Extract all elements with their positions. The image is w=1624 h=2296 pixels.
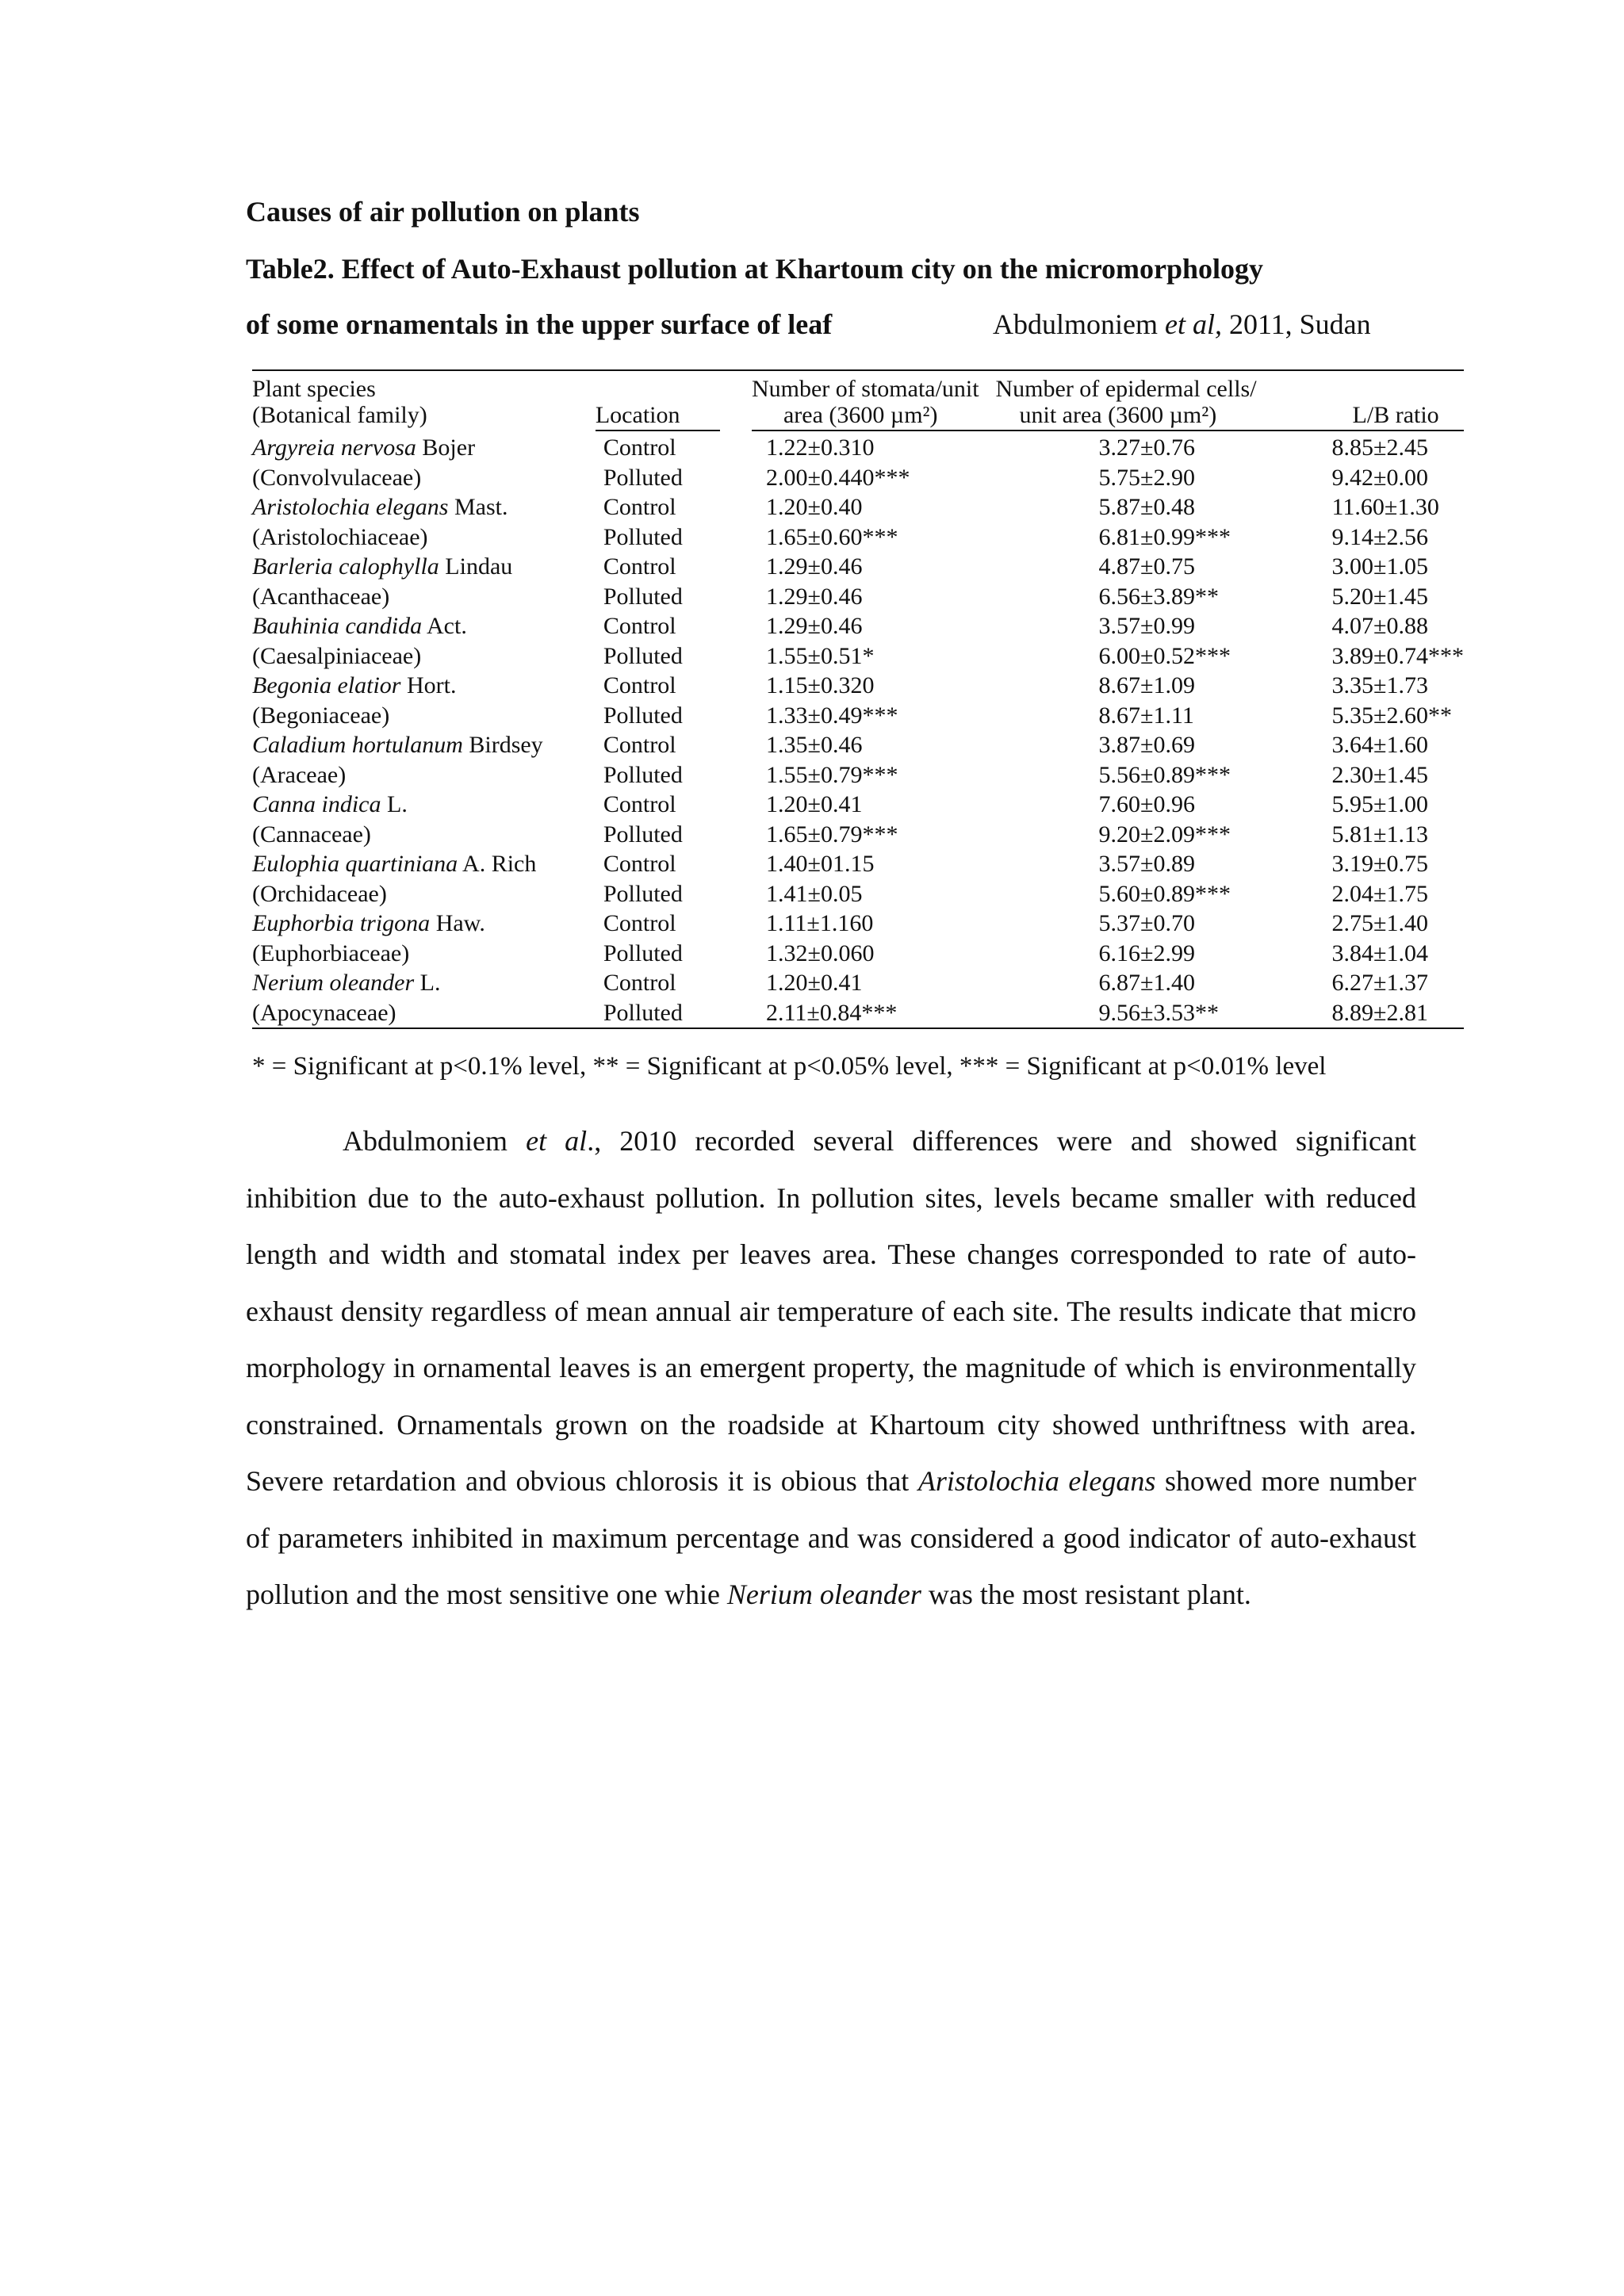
cell-plant-species <box>252 730 596 760</box>
table-row <box>252 998 1464 1029</box>
cell-stomata: 1.29±0.46 <box>765 583 863 610</box>
section-title: Causes of air pollution on plants <box>246 196 640 228</box>
species-name: Canna indica <box>252 791 381 817</box>
botanical-family: (Begoniaceae) <box>252 702 390 729</box>
cell-epidermal: 3.87±0.69 <box>1098 732 1195 758</box>
table-row <box>252 611 1464 641</box>
cell-epidermal: 4.87±0.75 <box>1098 553 1195 580</box>
species-name: Aristolochia elegans <box>252 494 449 520</box>
botanical-family: (Caesalpiniaceae) <box>252 642 422 669</box>
botanical-family: (Convolvulaceae) <box>252 464 422 491</box>
cell-plant-species <box>252 820 596 850</box>
cell-location: Polluted <box>603 821 683 848</box>
table-row <box>252 433 1464 463</box>
cell-stomata: 1.55±0.79*** <box>765 761 898 788</box>
cell-stomata: 1.29±0.46 <box>765 613 863 639</box>
cell-location: Polluted <box>603 761 683 788</box>
cell-plant-species <box>252 760 596 790</box>
table-row <box>252 879 1464 909</box>
cell-location: Polluted <box>603 583 683 610</box>
cell-epidermal: 9.20±2.09*** <box>1098 821 1231 848</box>
cell-stomata: 1.20±0.40 <box>765 494 863 520</box>
cell-location: Control <box>603 434 676 461</box>
header-location: Location <box>596 370 720 433</box>
cell-epidermal: 7.60±0.96 <box>1098 791 1195 817</box>
species-name: Bauhinia candida <box>252 613 423 639</box>
table-row <box>252 463 1464 493</box>
cell-lb-ratio: 6.27±1.37 <box>1331 970 1428 996</box>
cell-stomata: 1.15±0.320 <box>765 672 875 698</box>
cell-plant-species <box>252 611 596 641</box>
cell-stomata: 1.55±0.51* <box>765 642 875 669</box>
cell-epidermal: 3.57±0.89 <box>1098 851 1195 877</box>
table-row <box>252 760 1464 790</box>
cell-lb-ratio: 5.20±1.45 <box>1331 583 1428 610</box>
table-footnote: * = Significant at p<0.1% level, ** = Significant at p<0.05% level, *** = Significant at p<0.01% level <box>252 1052 1327 1081</box>
cell-location: Polluted <box>603 939 683 966</box>
table-row <box>252 641 1464 672</box>
cell-lb-ratio: 5.81±1.13 <box>1331 821 1428 848</box>
cell-plant-species <box>252 939 596 969</box>
species-author: Hort. <box>400 672 457 698</box>
cell-epidermal: 6.56±3.89** <box>1098 583 1219 610</box>
cell-plant-species <box>252 879 596 909</box>
cell-lb-ratio: 9.14±2.56 <box>1331 523 1428 550</box>
cell-epidermal: 8.67±1.09 <box>1098 672 1195 698</box>
header-lb-ratio: L/B ratio <box>1329 370 1464 433</box>
botanical-family: (Orchidaceae) <box>252 880 387 907</box>
table-caption-line-1: Table2. Effect of Auto-Exhaust pollution at Khartoum city on the micromorphology <box>246 253 1264 285</box>
cell-lb-ratio: 5.95±1.00 <box>1331 791 1428 817</box>
table-body <box>252 433 1464 1028</box>
cell-lb-ratio: 2.30±1.45 <box>1331 761 1428 788</box>
cell-plant-species <box>252 463 596 493</box>
table-row <box>252 522 1464 553</box>
botanical-family: (Acanthaceae) <box>252 583 390 610</box>
header-stomata: Number of stomata/unit area (3600 µm²) <box>720 370 996 433</box>
botanical-family: (Apocynaceae) <box>252 999 396 1026</box>
cell-epidermal: 6.16±2.99 <box>1098 939 1195 966</box>
cell-lb-ratio: 8.85±2.45 <box>1331 434 1428 461</box>
citation-etal: et al, <box>1164 308 1222 340</box>
botanical-family: (Cannaceae) <box>252 821 371 848</box>
botanical-family: (Aristolochiaceae) <box>252 523 428 550</box>
cell-lb-ratio: 9.42±0.00 <box>1331 464 1428 491</box>
table-row <box>252 909 1464 939</box>
cell-plant-species <box>252 849 596 879</box>
cell-lb-ratio: 8.89±2.81 <box>1329 998 1464 1029</box>
table-row <box>252 671 1464 701</box>
cell-stomata: 1.22±0.310 <box>765 434 875 461</box>
header-plant-species: Plant species (Botanical family) <box>252 376 427 428</box>
cell-plant-species <box>252 582 596 612</box>
cell-location: Polluted <box>603 642 683 669</box>
species-name: Eulophia quartiniana <box>252 851 458 877</box>
table-row <box>252 492 1464 522</box>
cell-epidermal: 6.00±0.52*** <box>1098 642 1231 669</box>
cell-lb-ratio: 2.75±1.40 <box>1331 910 1428 936</box>
body-paragraph: Abdulmoniem et al., 2010 recorded several differences were and showed significant inhibition due to the auto-exhaust pollution. In pollution sites, levels became smaller with reduced length and width and stomatal index per leaves area. These changes corresponded to rate of auto-exhaust density regardless of mean annual air temperature of each site. The results indicate that micro morphology in ornamental leaves is an emergent property, the magnitude of which is environmentally constrained. Ornamentals grown on the roadside at Khartoum city showed unthriftness with area. Severe retardation and obvious chlorosis it is obious that Aristolochia elegans showed more number of parameters inhibited in maximum percentage and was considered a good indicator of auto-exhaust pollution and the most sensitive one whie Nerium oleander was the most resistant plant. <box>246 1125 1416 1610</box>
cell-location: Control <box>603 970 676 996</box>
cell-location: Control <box>603 732 676 758</box>
cell-stomata: 1.20±0.41 <box>765 791 863 817</box>
species-name: Aristolochia elegans <box>917 1465 1156 1497</box>
cell-location: Control <box>603 613 676 639</box>
cell-plant-species <box>252 790 596 820</box>
cell-stomata: 1.20±0.41 <box>765 970 863 996</box>
cell-stomata: 2.11±0.84*** <box>720 998 996 1029</box>
cell-epidermal: 5.37±0.70 <box>1098 910 1195 936</box>
table-row <box>252 552 1464 582</box>
cell-plant-species <box>252 701 596 731</box>
species-author: Act. <box>422 613 467 639</box>
cell-lb-ratio: 3.84±1.04 <box>1331 939 1428 966</box>
cell-location: Polluted <box>603 464 683 491</box>
cell-stomata: 1.65±0.79*** <box>765 821 898 848</box>
cell-stomata: 1.33±0.49*** <box>765 702 898 729</box>
table-header <box>252 370 1464 433</box>
cell-plant-species <box>252 433 596 463</box>
species-author: L. <box>381 791 408 817</box>
cell-epidermal: 5.60±0.89*** <box>1098 880 1231 907</box>
cell-stomata: 2.00±0.440*** <box>765 464 910 491</box>
cell-plant-species <box>252 998 596 1029</box>
cell-lb-ratio: 3.00±1.05 <box>1331 553 1428 580</box>
cell-lb-ratio: 3.64±1.60 <box>1331 732 1428 758</box>
cell-epidermal: 9.56±3.53** <box>996 998 1329 1029</box>
citation-author: Abdulmoniem <box>993 308 1158 340</box>
cell-stomata: 1.65±0.60*** <box>765 523 898 550</box>
table-row <box>252 582 1464 612</box>
table-caption-line-2: of some ornamentals in the upper surface of leaf <box>246 308 833 340</box>
cell-epidermal: 5.87±0.48 <box>1098 494 1195 520</box>
table-row <box>252 701 1464 731</box>
cell-plant-species <box>252 641 596 672</box>
cell-location: Control <box>603 791 676 817</box>
cell-plant-species <box>252 671 596 701</box>
citation-year-place: 2011, Sudan <box>1228 308 1371 340</box>
cell-lb-ratio: 11.60±1.30 <box>1331 494 1439 520</box>
species-author: Birdsey <box>462 732 543 758</box>
species-author: Mast. <box>448 494 508 520</box>
cell-stomata: 1.11±1.160 <box>765 910 874 936</box>
cell-lb-ratio: 5.35±2.60** <box>1331 702 1452 729</box>
cell-plant-species <box>252 968 596 998</box>
table-row <box>252 939 1464 969</box>
cell-location: Control <box>603 553 676 580</box>
table-citation <box>993 308 1371 341</box>
data-table <box>252 369 1464 1029</box>
cell-epidermal: 3.27±0.76 <box>1098 434 1195 461</box>
table-row <box>252 820 1464 850</box>
cell-epidermal: 3.57±0.99 <box>1098 613 1195 639</box>
cell-epidermal: 8.67±1.11 <box>1098 702 1194 729</box>
cell-epidermal: 5.56±0.89*** <box>1098 761 1231 788</box>
cell-stomata: 1.35±0.46 <box>765 732 863 758</box>
cell-location: Control <box>603 910 676 936</box>
species-name: Barleria calophylla <box>252 553 439 580</box>
table-row <box>252 730 1464 760</box>
cell-location: Polluted <box>603 523 683 550</box>
cell-plant-species <box>252 552 596 582</box>
cell-plant-species <box>252 492 596 522</box>
cell-location: Polluted <box>603 702 683 729</box>
species-name: Euphorbia trigona <box>252 910 431 936</box>
species-name: Nerium oleander <box>726 1578 921 1610</box>
cell-epidermal: 5.75±2.90 <box>1098 464 1195 491</box>
table-row <box>252 849 1464 879</box>
table-row <box>252 968 1464 998</box>
table-row <box>252 790 1464 820</box>
species-name: Argyreia nervosa <box>252 434 416 461</box>
cell-lb-ratio: 3.35±1.73 <box>1331 672 1428 698</box>
cell-stomata: 1.40±01.15 <box>765 851 875 877</box>
species-author: L. <box>414 970 441 996</box>
cell-lb-ratio: 4.07±0.88 <box>1331 613 1428 639</box>
cell-location: Polluted <box>603 880 683 907</box>
cell-location: Control <box>603 672 676 698</box>
cell-lb-ratio: 3.89±0.74*** <box>1331 642 1464 669</box>
species-name: Begonia elatior <box>252 672 401 698</box>
cell-location: Control <box>603 494 676 520</box>
cell-plant-species <box>252 522 596 553</box>
botanical-family: (Araceae) <box>252 761 347 788</box>
species-name: Caladium hortulanum <box>252 732 463 758</box>
cell-stomata: 1.41±0.05 <box>765 880 863 907</box>
cell-plant-species <box>252 909 596 939</box>
cell-epidermal: 6.87±1.40 <box>1098 970 1195 996</box>
cell-lb-ratio: 2.04±1.75 <box>1331 880 1428 907</box>
cell-stomata: 1.32±0.060 <box>765 939 875 966</box>
species-author: Bojer <box>416 434 476 461</box>
species-author: Lindau <box>439 553 513 580</box>
cell-epidermal: 6.81±0.99*** <box>1098 523 1231 550</box>
botanical-family: (Euphorbiaceae) <box>252 939 410 966</box>
cell-location: Control <box>603 851 676 877</box>
species-name: Nerium oleander <box>252 970 415 996</box>
header-epidermal: Number of epidermal cells/ unit area (3600 µm²) <box>996 370 1329 433</box>
species-author: A. Rich <box>458 851 537 877</box>
species-author: Haw. <box>430 910 485 936</box>
cell-lb-ratio: 3.19±0.75 <box>1331 851 1428 877</box>
cell-stomata: 1.29±0.46 <box>765 553 863 580</box>
cell-location: Polluted <box>596 998 720 1029</box>
